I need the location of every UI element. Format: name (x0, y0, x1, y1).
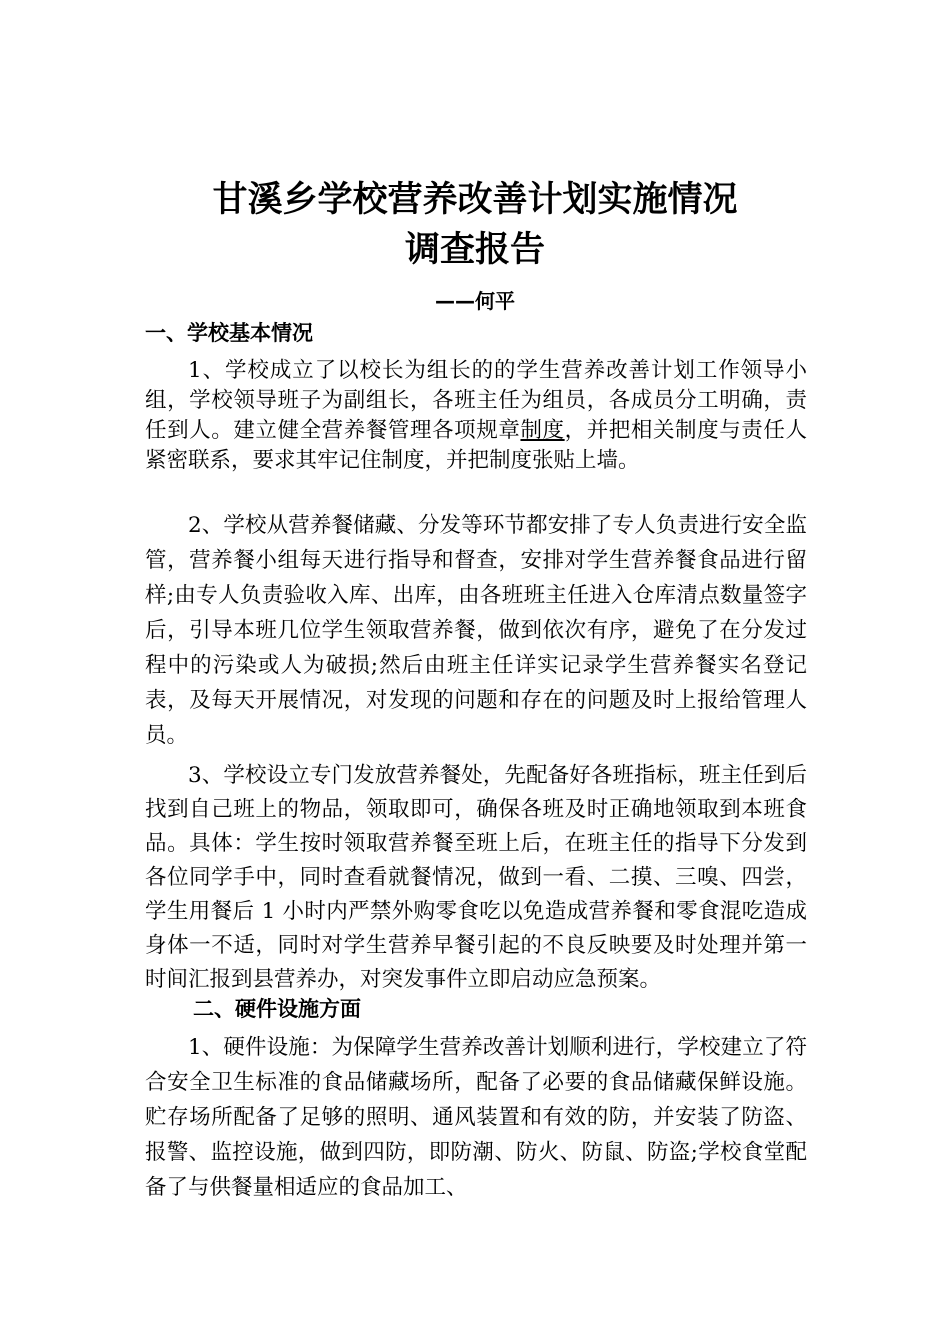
section-heading-hardware-facilities: 二、硬件设施方面 (193, 997, 361, 1021)
report-title-line-1: 甘溪乡学校营养改善计划实施情况 (212, 180, 738, 220)
paragraph-1-text-end: ，并把相关制度与责任人紧密联系，要求其牢记住制度，并把制度张贴上墙。 (145, 418, 807, 473)
paragraph-1-text-start: 1、学校成立了以校长为组长的的学生营养改善计划工作领导小组，学校领导班子为副组长，各班主任为组员，各成员分工明确，责任到人。建立健全营养餐管理各项规章 (145, 358, 807, 443)
paragraph-2: 2、学校从营养餐储藏、分发等环节都安排了专人负责进行安全监管，营养餐小组每天进行指导和督查，安排对学生营养餐食品进行留样;由专人负责验收入库、出库，由各班班主任进入仓库清点数量签字后，引导本班几位学生领取营养餐，做到依次有序，避免了在分发过程中的污染或人为破损;然后由班主任详实记录学生营养餐实名登记表，及每天开展情况，对发现的问题和存在的问题及时上报给管理人员。 (145, 513, 807, 748)
report-title-line-2: 调查报告 (404, 230, 545, 270)
section-heading-school-basic-info: 一、学校基本情况 (145, 321, 313, 345)
paragraph-1 (145, 356, 807, 476)
report-author: ——何平 (435, 289, 515, 313)
underlined-term-zhidu: 制度 (520, 418, 565, 443)
paragraph-3: 3、学校设立专门发放营养餐处，先配备好各班指标，班主任到后找到自己班上的物品，领取即可，确保各班及时正确地领取到本班食品。具体：学生按时领取营养餐至班上后，在班主任的指导下分发到各位同学手中，同时查看就餐情况，做到一看、二摸、三嗅、四尝，学生用餐后 1 小时内严禁外购零食吃以免造成营养餐和零食混吃造成身体一不适，同时对学生营养早餐引起的不良反映要及时处理并第一时间汇报到县营养办，对突发事件立即启动应急预案。 (145, 763, 807, 992)
paragraph-4: 1、硬件设施：为保障学生营养改善计划顺利进行，学校建立了符合安全卫生标准的食品储藏场所，配备了必要的食品储藏保鲜设施。贮存场所配备了足够的照明、通风装置和有效的防，并安装了防盗、报警、监控设施，做到四防，即防潮、防火、防鼠、防盗;学校食堂配备了与供餐量相适应的食品加工、 (145, 1035, 807, 1200)
